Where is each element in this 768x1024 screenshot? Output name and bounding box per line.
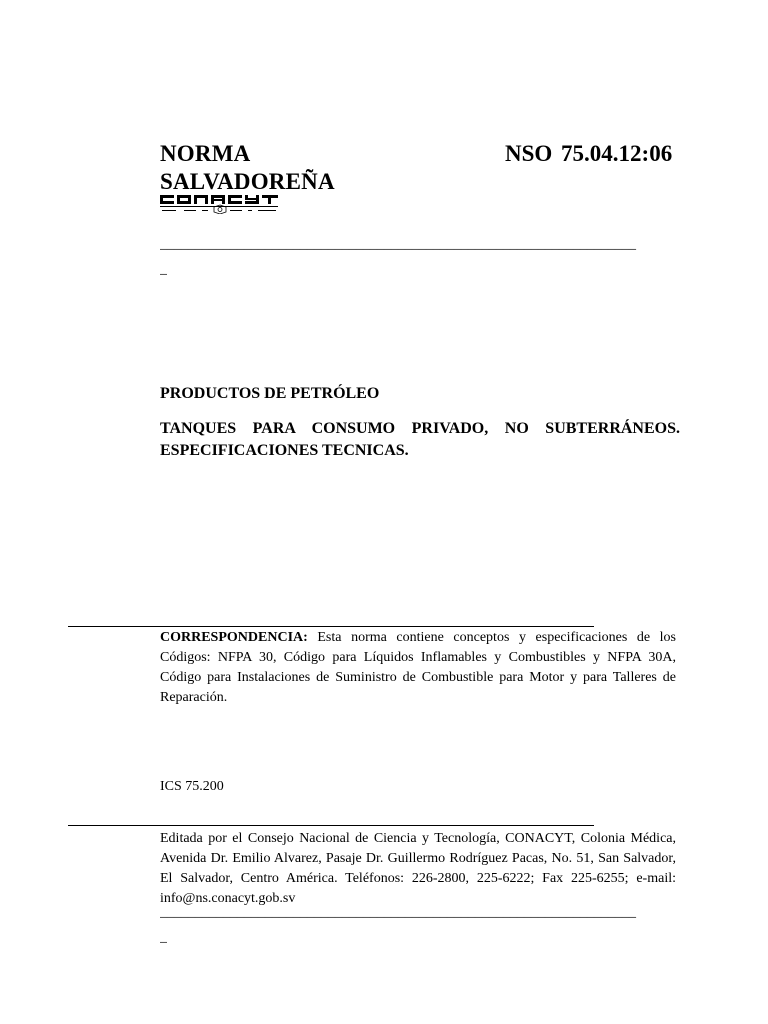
footer-separator-tail: _ [160,930,167,945]
conacyt-logo [160,194,278,214]
norma-title [160,140,335,196]
correspondence-label: CORRESPONDENCIA: [160,630,308,645]
correspondence-paragraph [160,628,676,708]
header-separator: ____________________________________________________________________ [160,237,636,252]
standard-code: NSO 75.04.12:06 [505,141,673,166]
header-separator-tail: _ [160,262,167,277]
norma-title-line2: SALVADOREÑA [160,169,335,194]
norma-title-line1: NORMA [160,141,251,166]
footer-separator: ____________________________________________________________________ [160,905,636,920]
conacyt-logo-graphic [160,194,278,214]
ics-code: ICS 75.200 [160,779,224,794]
document-category: PRODUCTOS DE PETRÓLEO [160,385,380,402]
publisher-divider [68,825,594,826]
document-subtitle: TANQUES PARA CONSUMO PRIVADO, NO SUBTERRÁNEOS. ESPECIFICACIONES TECNICAS. [160,420,680,459]
correspondence-divider [68,626,594,627]
publisher-info: Editada por el Consejo Nacional de Ciencia y Tecnología, CONACYT, Colonia Médica, Avenida Dr. Emilio Alvarez, Pasaje Dr. Guillermo Rodríguez Pacas, No. 51, San Salvador, El Salvador, Centro América. Teléfonos: 226-2800, 225-6222; Fax 225-6255; e-mail: info@ns.conacyt.gob.sv [160,831,676,906]
correspondence-text: Esta norma contiene conceptos y especificaciones de los Códigos: NFPA 30, Código para Líquidos Inflamables y Combustibles y NFPA 30A, Código para Instalaciones de Suministro de Combustible para Motor y para Talleres de Reparación. [160,630,676,705]
